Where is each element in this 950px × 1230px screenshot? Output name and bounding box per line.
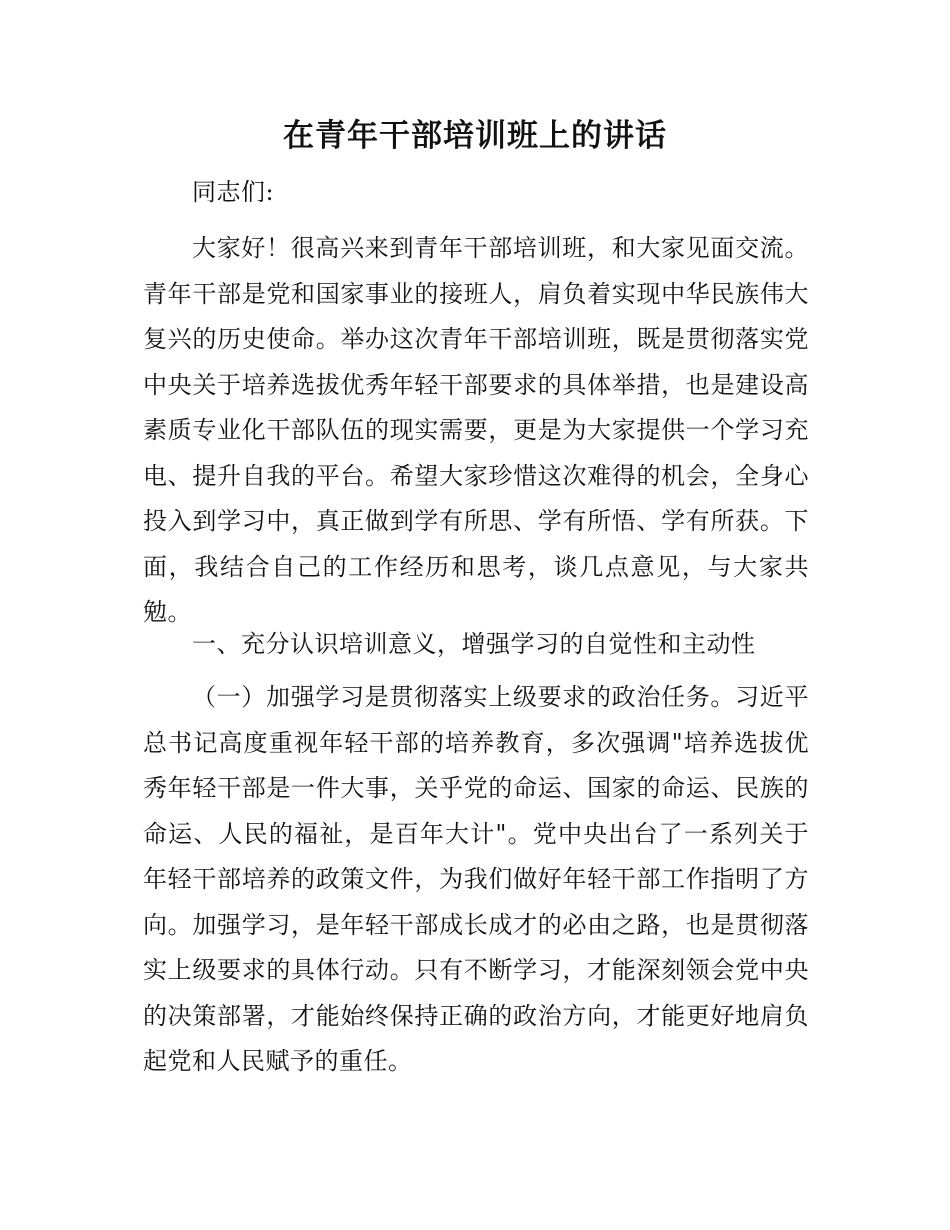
- salutation: 同志们:: [192, 178, 275, 206]
- section-heading: 一、充分认识培训意义，增强学习的自觉性和主动性: [192, 630, 756, 658]
- paragraph-opening: 大家好！很高兴来到青年干部培训班，和大家见面交流。青年干部是党和国家事业的接班人，肩负着实现中华民族伟大复兴的历史使命。举办这次青年干部培训班，既是贯彻落实党中央关于培养选拔优秀年轻干部要求的具体举措，也是建设高素质专业化干部队伍的现实需要，更是为大家提供一个学习充电、提升自我的平台。希望大家珍惜这次难得的机会，全身心投入到学习中，真正做到学有所思、学有所悟、学有所获。下面，我结合自己的工作经历和思考，谈几点意见，与大家共勉。: [143, 234, 809, 626]
- document-title: 在青年干部培训班上的讲话: [283, 118, 667, 154]
- paragraph-subsection-1: （一）加强学习是贯彻落实上级要求的政治任务。习近平总书记高度重视年轻干部的培养教育，多次强调"培养选拔优秀年轻干部是一件大事，关乎党的命运、国家的命运、民族的命运、人民的福祉，是百年大计"。党中央出台了一系列关于年轻干部培养的政策文件，为我们做好年轻干部工作指明了方向。加强学习，是年轻干部成长成才的必由之路，也是贯彻落实上级要求的具体行动。只有不断学习，才能深刻领会党中央的决策部署，才能始终保持正确的政治方向，才能更好地肩负起党和人民赋予的重任。: [143, 683, 809, 1075]
